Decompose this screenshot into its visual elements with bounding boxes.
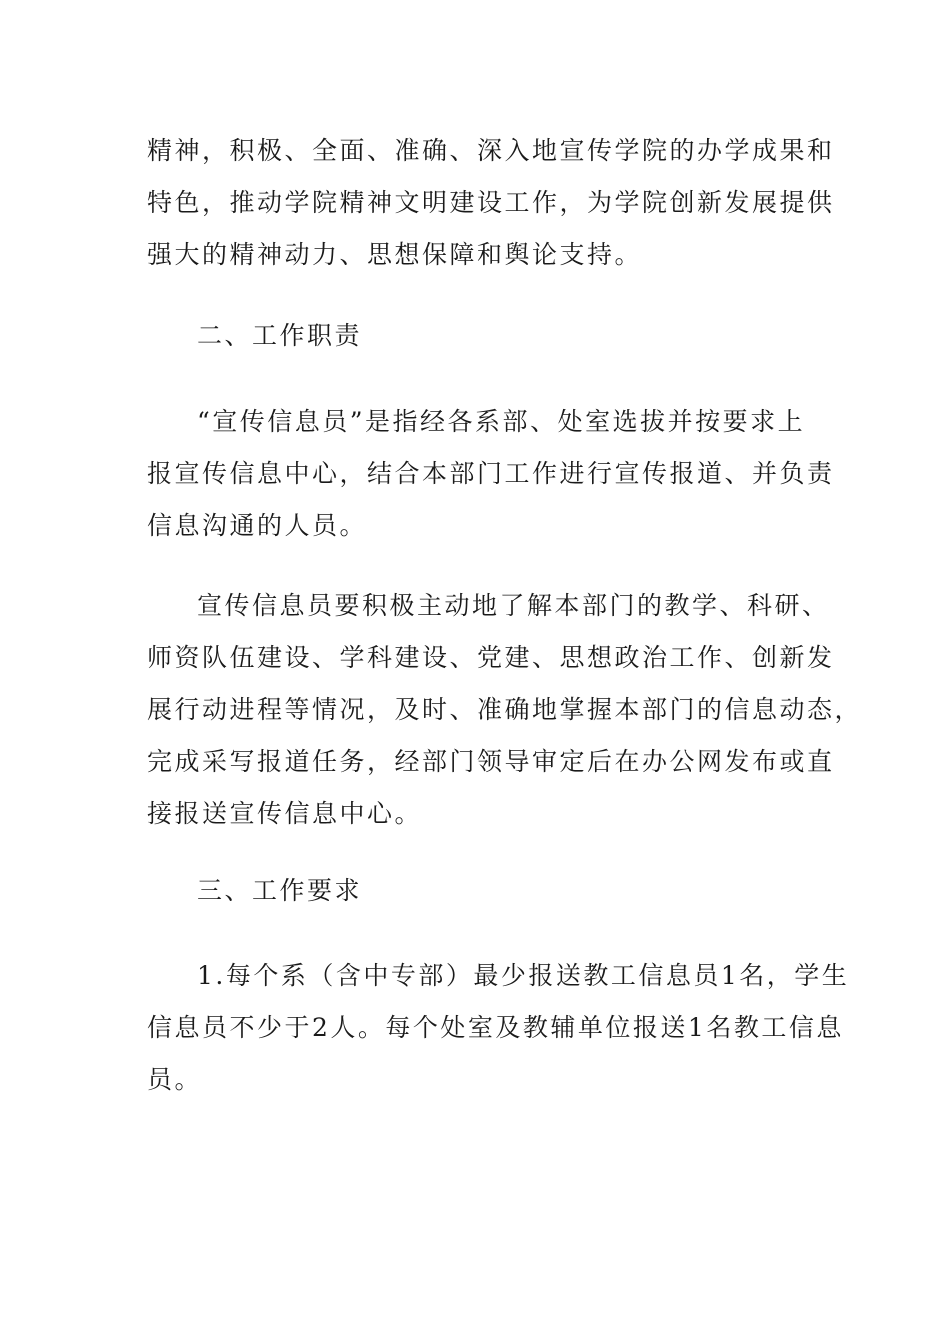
text-line: 强大的精神动力、思想保障和舆论支持。 bbox=[147, 240, 643, 269]
text-line: 1.每个系（含中专部）最少报送教工信息员1名，学生 bbox=[197, 961, 850, 990]
text-line: 信息沟通的人员。 bbox=[147, 511, 368, 540]
text-line: 报宣传信息中心，结合本部门工作进行宣传报道、并负责 bbox=[147, 459, 835, 488]
heading-text: 三、工作要求 bbox=[197, 876, 363, 905]
section-heading-duties bbox=[147, 310, 807, 362]
text-line: 宣传信息员要积极主动地了解本部门的教学、科研、 bbox=[197, 591, 830, 620]
text-line: 展行动进程等情况，及时、准确地掌握本部门的信息动态， bbox=[147, 695, 863, 724]
text-line: 完成采写报道任务，经部门领导审定后在办公网发布或直 bbox=[147, 747, 835, 776]
heading-text: 二、工作职责 bbox=[197, 321, 363, 350]
paragraph-intro-continued bbox=[147, 125, 835, 281]
text-line: “宣传信息员”是指经各系部、处室选拔并按要求上 bbox=[197, 407, 806, 436]
section-heading-requirements bbox=[147, 865, 807, 917]
paragraph-duties bbox=[147, 580, 863, 840]
text-line: 精神，积极、全面、准确、深入地宣传学院的办学成果和 bbox=[147, 136, 835, 165]
text-line: 接报送宣传信息中心。 bbox=[147, 799, 423, 828]
text-line: 师资队伍建设、学科建设、党建、思想政治工作、创新发 bbox=[147, 643, 835, 672]
paragraph-definition bbox=[147, 396, 835, 552]
text-line: 信息员不少于2人。每个处室及教辅单位报送1名教工信息 bbox=[147, 1013, 844, 1042]
text-line: 员。 bbox=[147, 1065, 203, 1094]
paragraph-requirement-1 bbox=[147, 950, 850, 1106]
text-line: 特色，推动学院精神文明建设工作，为学院创新发展提供 bbox=[147, 188, 835, 217]
